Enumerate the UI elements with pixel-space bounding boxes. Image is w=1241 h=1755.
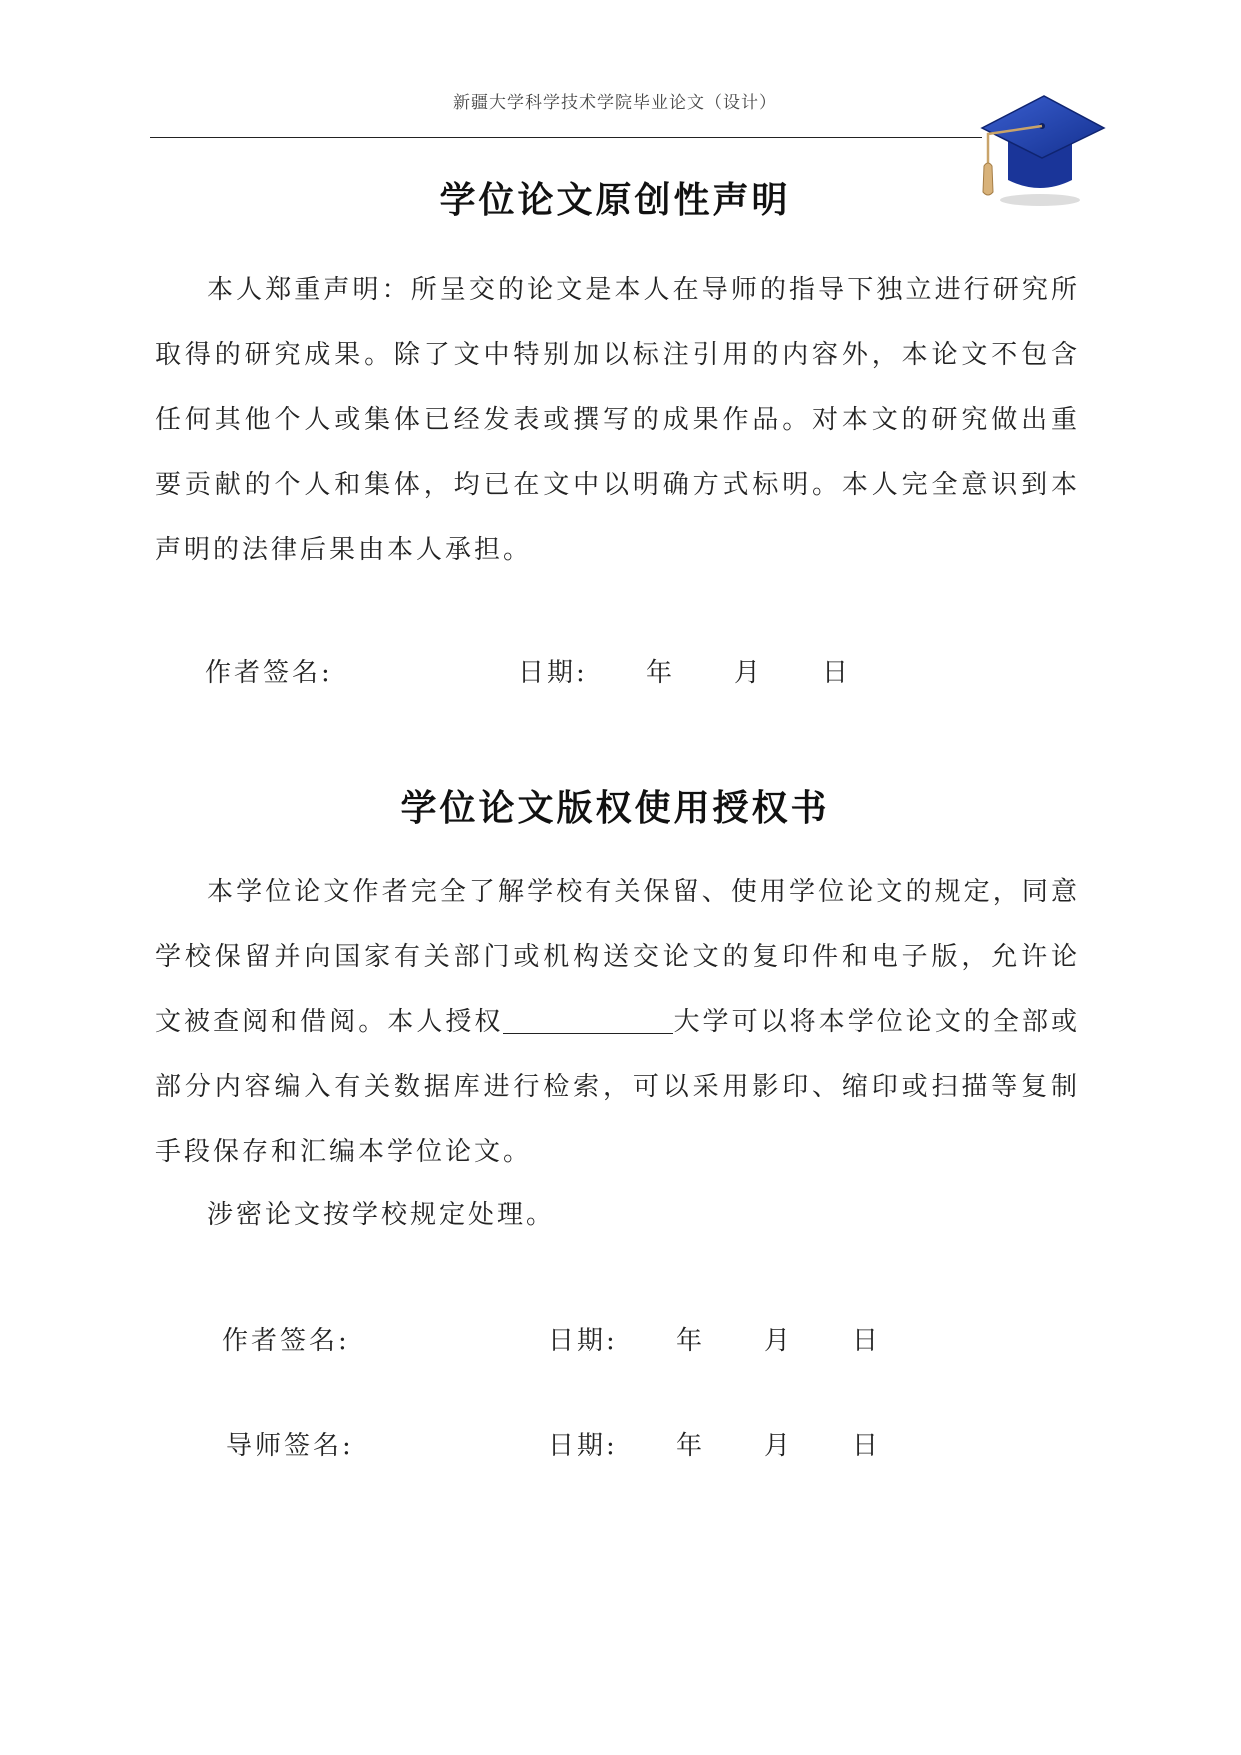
header-text: 新疆大学科学技术学院毕业论文（设计）: [453, 93, 777, 113]
year-label: 年: [676, 1326, 706, 1356]
day-label: 日: [852, 1431, 882, 1461]
date-label: 日期:: [518, 658, 588, 688]
university-blank-line: [503, 1007, 673, 1034]
header-rule: [150, 137, 982, 138]
date-label: 日期:: [548, 1431, 618, 1461]
advisor-signature-label: 导师签名:: [226, 1431, 354, 1461]
declaration-paragraph: 本人郑重声明：所呈交的论文是本人在导师的指导下独立进行研究所取得的研究成果。除了文中特别加以标注引用的内容外，本论文不包含任何其他个人或集体已经发表或撰写的成果作品。对本文的研究做出重要贡献的个人和集体，均已在文中以明确方式标明。本人完全意识到本声明的法律后果由本人承担。: [155, 275, 1080, 565]
authorization-text-start: 本学位论文作者完全了解学校有关保留、使用学位论文的规定，同意学校保留并向国家有关部门或机构送交论文的复印件和电子版，允许论文被查阅和借阅。本人授权: [155, 877, 1080, 1037]
year-label: 年: [646, 658, 676, 688]
month-label: 月: [764, 1431, 794, 1461]
authorization-title: 学位论文版权使用授权书: [400, 787, 830, 829]
declaration-title: 学位论文原创性声明: [439, 179, 791, 221]
month-label: 月: [764, 1326, 794, 1356]
authorization-text-end: 大学可以将本学位论文的全部或部分内容编入有关数据库进行检索，可以采用影印、缩印或扫描等复制手段保存和汇编本学位论文。: [155, 1007, 1080, 1167]
secret-note: 涉密论文按学校规定处理。: [207, 1200, 556, 1230]
day-label: 日: [852, 1326, 882, 1356]
date-label: 日期:: [548, 1326, 618, 1356]
day-label: 日: [822, 658, 852, 688]
authorization-paragraph: [155, 860, 1080, 1185]
month-label: 月: [734, 658, 764, 688]
author-signature-label: 作者签名:: [205, 658, 333, 688]
author-signature-label: 作者签名:: [222, 1326, 350, 1356]
year-label: 年: [676, 1431, 706, 1461]
